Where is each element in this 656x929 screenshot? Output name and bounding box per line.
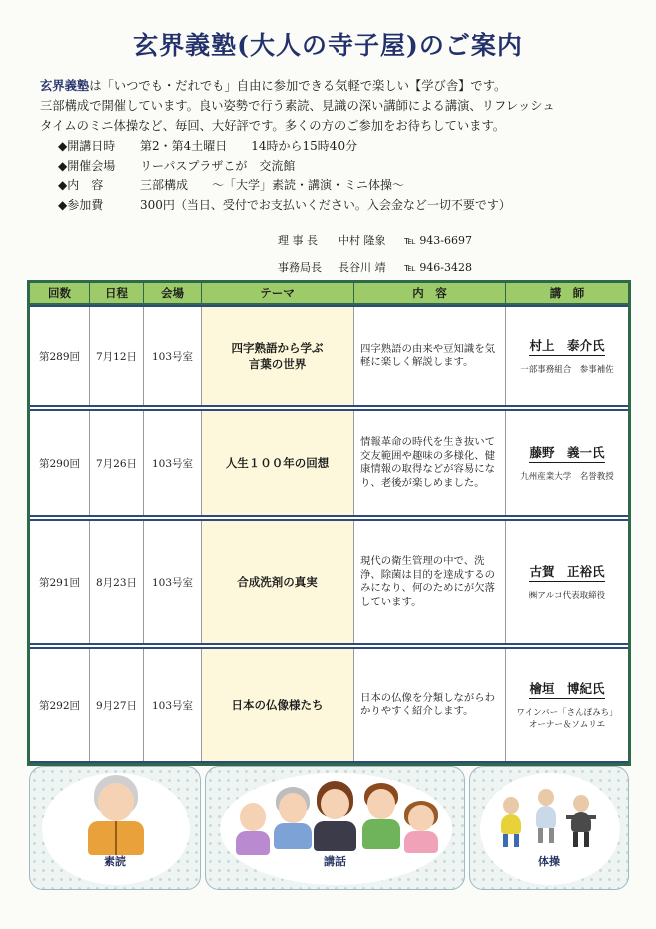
detail-value: 三部構成 ～「大学」素読・講演・ミニ体操～ [140,178,405,192]
exercise-person-1 [498,797,524,847]
body-shape [236,831,270,855]
event-details [58,137,578,215]
lecturer-name: 村上 泰介氏 [529,336,604,356]
cell-lecturer [506,649,628,761]
lecturer-illustration [314,781,356,851]
theme-text: 人生１００年の回想 [225,456,330,470]
lecturer-title: ㈱アルコ代表取締役 [528,591,606,601]
detail-value: 300円（当日、受付でお支払いください。入会金など一切不要です） [140,197,511,212]
header-theme: テーマ [202,283,354,303]
audience-person-4 [404,801,438,853]
cell-theme [202,307,354,405]
cell-date: 9月27日 [90,649,144,761]
content-text: 情報革命の時代を生き抜いて交友範囲や趣味の多様化、健康情報の取得などが容易になり、老後が楽しめました。 [360,436,496,489]
header-lecturer: 講 師 [549,286,585,300]
cell-room: 103号室 [144,521,202,643]
leg-shape [538,828,543,843]
cell-number: 第289回 [30,307,90,405]
cell-date: 8月23日 [90,521,144,643]
lecturer-title: 一部事務組合 参事補佐 [520,365,614,375]
head-shape [240,803,266,831]
schedule-table [27,280,631,766]
leg-shape [514,834,519,847]
table-row [30,519,628,645]
head-shape [573,795,589,812]
cell-theme [202,521,354,643]
official-role: 事務局長 [278,261,322,274]
head-shape [367,789,395,819]
detail-row-venue [58,157,578,177]
cell-lecturer [506,307,628,405]
head-shape [408,805,434,831]
header-number: 回数 [30,283,90,303]
theme-text: 日本の仏像様たち [231,698,324,712]
intro-brand: 玄界義塾 [40,78,90,93]
body-shape [501,814,521,834]
intro-line2: 三部構成で開催しています。良い姿勢で行う素読、見識の深い講師による講演、リフレッシュ [40,99,555,113]
cell-room: 103号室 [144,307,202,405]
reading-person-illustration [86,775,146,855]
table-row [30,647,628,763]
content-text: 現代の衛生管理の中で、洗浄、除菌は目的を達成するのみになり、何のためにが欠落しています。 [360,555,496,608]
intro-line3: タイムのミニ体操など、毎回、大好評です。多くの方のご参加をお待ちしています。 [40,119,506,133]
body-shape [536,806,556,828]
body-shape [314,821,356,851]
official-tel: ℡ 946-3428 [404,261,473,274]
book-spine [115,821,117,855]
intro-line1: は「いつでも・だれでも」自由に参加できる気軽で楽しい【学び舎】です。 [89,79,507,93]
lecturer-name: 古賀 正裕氏 [529,562,604,582]
official-tel: ℡ 943-6697 [404,234,473,247]
panel-lecture [205,766,465,890]
head-shape [279,793,307,823]
head-shape [538,789,554,806]
audience-person-2 [274,787,312,849]
panel-label-exercise: 体操 [538,855,560,868]
official-name: 中村 隆象 [338,234,386,247]
theme-text: 合成洗剤の真実 [237,575,318,589]
detail-label: ◆開講日時 [58,139,116,153]
header-room: 会場 [144,283,202,303]
cell-room: 103号室 [144,649,202,761]
official-row-secretary [278,254,538,281]
detail-label: ◆参加費 [58,197,104,212]
detail-value: リーパスプラザこが 交流館 [140,158,296,173]
detail-row-schedule [58,137,578,157]
body-shape [362,819,400,849]
theme-text: 四字熟語から学ぶ 言葉の世界 [231,341,324,371]
body-shape [274,823,312,849]
official-role: 理 事 長 [278,234,318,247]
leg-shape [573,832,578,847]
official-name: 長谷川 靖 [338,261,386,274]
panel-label-lecture: 講話 [324,855,346,868]
leg-shape [503,834,508,847]
detail-value: 第2・第4土曜日 14時から15時40分 [140,139,358,153]
cell-lecturer [506,411,628,515]
content-text: 四字熟語の由来や豆知識を気軽に楽しく解説します。 [360,342,496,368]
lecturer-title: ワインバー「さんぽみち」 オーナー＆ソムリエ [516,708,618,730]
leg-shape [584,832,589,847]
detail-label: ◆内 容 [58,178,104,192]
header-content: 内 容 [354,283,506,303]
exercise-person-3 [566,795,596,847]
intro-text [40,76,600,136]
cell-lecturer [506,521,628,643]
panel-label-reading: 素読 [104,855,126,868]
page-title: 玄界義塾(大人の寺子屋)のご案内 [133,31,523,60]
table-header [30,283,628,305]
table-row [30,409,628,517]
content-text: 日本の仏像を分類しながらわかりやすく紹介します。 [360,691,496,717]
cell-number: 第290回 [30,411,90,515]
lecturer-name: 藤野 義一氏 [529,443,604,463]
audience-person-3 [362,783,400,849]
cell-theme [202,411,354,515]
cell-date: 7月12日 [90,307,144,405]
head-shape [98,783,134,821]
head-shape [503,797,519,814]
cell-content [354,307,506,405]
cell-theme [202,649,354,761]
cell-number: 第292回 [30,649,90,761]
exercise-person-2 [532,789,560,843]
cell-content [354,649,506,761]
cell-room: 103号室 [144,411,202,515]
detail-row-content [58,176,578,196]
body-shape [404,831,438,853]
panel-exercise [469,766,629,890]
cell-number: 第291回 [30,521,90,643]
lecturer-title: 九州産業大学 名誉教授 [520,472,614,482]
audience-person-1 [236,803,270,855]
cell-content [354,411,506,515]
official-row-chairman [278,227,538,254]
table-row [30,305,628,407]
arms-shape [566,815,596,819]
cell-date: 7月26日 [90,411,144,515]
detail-row-fee [58,196,578,216]
leg-shape [549,828,554,843]
panel-reading [29,766,201,890]
detail-label: ◆開催会場 [58,158,116,173]
cell-content [354,521,506,643]
lecturer-name: 檜垣 博紀氏 [529,679,604,699]
officials-contact [278,227,538,281]
head-shape [321,789,349,819]
header-date: 日程 [90,283,144,303]
